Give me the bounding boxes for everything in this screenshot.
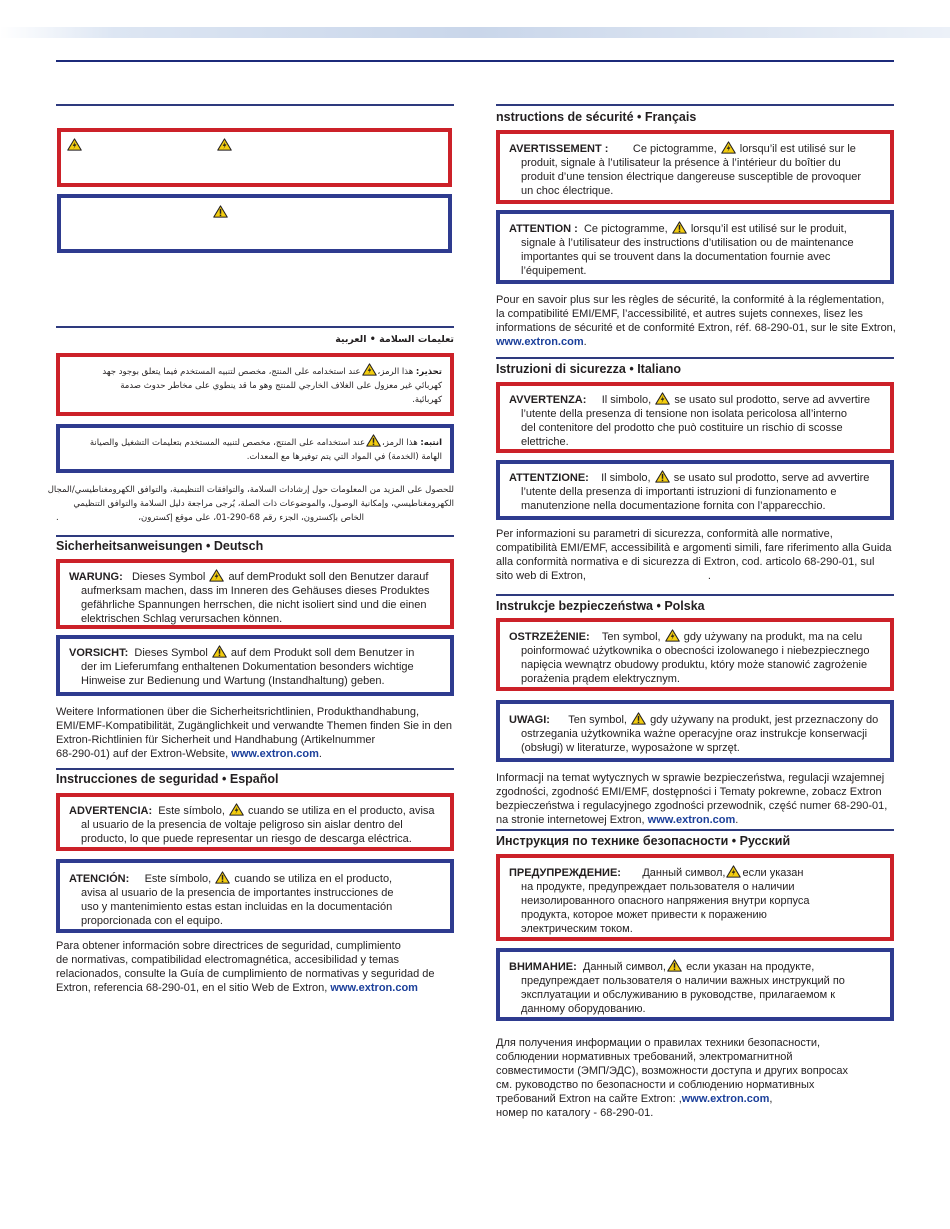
info-paragraph: Informacji na temat wytycznych w sprawie bezpieczeństwa, regulacji wzajemnej zgodności, zgodność EMI/EMF, dostępności i Tematy pokrewne, zobacz Extron bezpieczeństwa i regulacyjnego zgodności przewodnik, część numer 68-290-01, na stronie internetowej Extron, www.extron.com. <box>496 772 888 826</box>
section-rule <box>56 535 454 537</box>
info-paragraph: Per informazioni su parametri di sicurezza, conformità alle normative, compatibilità EMI/EMF, accessibilità e argomenti simili, fare riferimento alla Guida alla conformità normativa e di sicurezza di Extron, cod. articolo 68-290-01, sul sito web di Extron, . <box>496 528 892 582</box>
section-rule <box>56 768 454 770</box>
caution-box: ATTENTZIONE: Il simbolo, se usato sul prodotto, serve ad avvertire l’utente della presenza di importanti istruzioni di funzionamento e manutenzione nella documentazione fornita con l’apparecchio. <box>496 460 894 520</box>
lightning-triangle-icon <box>217 138 232 151</box>
lightning-triangle-icon <box>67 138 82 151</box>
lightning-triangle-icon <box>721 141 736 154</box>
lightning-triangle-icon <box>209 569 224 582</box>
exclamation-triangle-icon <box>672 221 687 234</box>
exclamation-triangle-icon <box>212 645 227 658</box>
caution-box: ATENCIÓN: Este símbolo, cuando se utiliza en el producto, avisa al usuario de la presencia de importantes instrucciones de uso y mantenimiento estas estan incluidas en la documentación proporcionada con el equipo. <box>56 859 454 933</box>
extron-link[interactable]: www.extron.com <box>647 814 736 826</box>
italian-section <box>496 357 894 583</box>
lightning-triangle-icon <box>665 629 680 642</box>
info-paragraph: Para obtener información sobre directrices de seguridad, cumplimiento de normativas, compatibilidad electromagnética, accesibilidad y temas relacionados, consulte la Guía de cumplimiento de normativas y seguridad de Extron, referencia 68-290-01, en el sitio Web de Extron, www.extron.com <box>56 940 435 994</box>
spanish-section <box>56 768 454 995</box>
caution-text: انتبه: هذا الرمز،عند استخدامه على المنتج، مخصص لتنبيه المستخدم بتعليمات التشغيل والصيانة الهامة (الخدمة) في المواد التي يتم توفيرها مع المعدات. <box>68 434 442 464</box>
exclamation-triangle-icon <box>213 205 228 218</box>
section-rule <box>56 326 454 328</box>
section-rule <box>496 829 894 831</box>
warning-text: تحذير: هذا الرمز،عند استخدامه على المنتج، مخصص لتنبيه المستخدم فيما يتعلق بوجود جهد كهربائي غير معزول على الغلاف الخارجي للمنتج وهو ما قد ينطوي على مخاطر حدوث صدمة كهربائية. <box>68 363 442 407</box>
arabic-section <box>47 326 454 525</box>
caution-box <box>56 424 454 473</box>
warning-box <box>57 128 452 187</box>
extron-link[interactable]: www.extron.com <box>231 748 319 760</box>
section-rule <box>56 104 454 106</box>
russian-section <box>496 829 894 1120</box>
section-title-polish: Instrukcje bezpieczeństwa • Polska <box>496 599 705 613</box>
extron-link[interactable]: www.extron.com <box>330 982 418 994</box>
caution-box: ВНИМАНИЕ: Данный символ, если указан на продукте, предупреждает пользователя о наличии важных инструкций по эксплуатации и обслуживанию в руководстве, прилагаемом к данному оборудованию. <box>496 948 894 1021</box>
warning-box <box>56 353 454 416</box>
german-section <box>56 535 454 761</box>
lightning-triangle-icon <box>726 865 741 878</box>
caution-box: VORSICHT: Dieses Symbol auf dem Produkt soll dem Benutzer in der im Lieferumfang enthaltenen Dokumentation besonders wichtige Hinweise zur Bedienung und Wartung (Instandhaltung) geben. <box>56 635 454 696</box>
warning-box: AVERTISSEMENT : Ce pictogramme, lorsqu’il est utilisé sur le produit, signale à l’utilisateur la présence à l’intérieur du boîtier du produit d’une tension électrique dangereuse susceptible de provoquer un choc électrique. <box>496 130 894 204</box>
exclamation-triangle-icon <box>366 434 381 447</box>
section-rule <box>496 357 894 359</box>
header-rule <box>56 60 894 62</box>
section-rule <box>496 104 894 106</box>
section-title-italian: Istruzioni di sicurezza • Italiano <box>496 362 681 376</box>
exclamation-triangle-icon <box>655 470 670 483</box>
lightning-triangle-icon <box>655 392 670 405</box>
section-title-russian: Инструкция по технике безопасности • Русский <box>496 834 791 848</box>
section-title-german: Sicherheitsanweisungen • Deutsch <box>56 539 264 553</box>
section-rule <box>496 594 894 596</box>
polish-section <box>496 594 894 827</box>
french-section <box>496 104 894 349</box>
extron-link[interactable]: www.extron.com <box>496 336 584 348</box>
caution-box: ATTENTION : Ce pictogramme, lorsqu’il est utilisé sur le produit, signale à l’utilisateur des instructions d’utilisation ou de maintenance importantes qui se trouvent dans la documentation fournie avec l’équipement. <box>496 210 894 284</box>
exclamation-triangle-icon <box>631 712 646 725</box>
extron-link[interactable]: www.extron.com <box>681 1093 770 1105</box>
info-paragraph: Weitere Informationen über die Sicherheitsrichtlinien, Produkthandhabung, EMI/EMF-Kompatibilität, Zugänglichkeit und verwandte Themen finden Sie in den Extron-Richtlinien für Sicherheit und Handhabung (Artikelnummer 68-290-01) auf der Extron-Website, www.extron.com. <box>56 706 453 760</box>
exclamation-triangle-icon <box>667 959 682 972</box>
warning-box: ADVERTENCIA: Este símbolo, cuando se utiliza en el producto, avisa al usuario de la presencia de voltaje peligroso sin aislar dentro del producto, lo que puede representar un riesgo de descarga eléctrica. <box>56 793 454 851</box>
header-gradient-bar <box>0 27 950 38</box>
info-paragraph: Для получения информации о правилах техники безопасности, соблюдении нормативных требований, электромагнитной совместимости (ЭМП/ЭДС), возможности доступа и других вопросах см. руководство по безопасности и соблюдению нормативных требований Extron на сайте Extron: ,www.extron.com, номер по каталогу - 68-290-01. <box>496 1037 849 1119</box>
info-paragraph: Pour en savoir plus sur les règles de sécurité, la conformité à la réglementation, la compatibilité EMI/EMF, l’accessibilité, et autres sujets connexes, lisez les informations de sécurité et de conformité Extron, réf. 68-290-01, sur le site Extron, www.extron.com. <box>496 294 896 348</box>
exclamation-triangle-icon <box>215 871 230 884</box>
section-title-arabic: تعليمات السلامة • العربية <box>335 334 454 345</box>
warning-box: AVVERTENZA: Il simbolo, se usato sul prodotto, serve ad avvertire l’utente della presenza di tensione non isolata pericolosa all’interno del contenitore del prodotto che può costituire un rischio di scosse elettriche. <box>496 382 894 453</box>
section-title-spanish: Instrucciones de seguridad • Español <box>56 772 279 786</box>
lightning-triangle-icon <box>229 803 244 816</box>
lightning-triangle-icon <box>362 363 377 376</box>
warning-box: WARUNG: Dieses Symbol auf demProdukt soll den Benutzer darauf aufmerksam machen, dass im Inneren des Gehäuses dieses Produktes gefährliche Spannungen herrschen, die nicht isoliert sind und die einen elektrischen Schlag verursachen können. <box>56 559 454 629</box>
info-paragraph: للحصول على المزيد من المعلومات حول إرشادات السلامة، والتوافقات التنظيمية، والتوافق الكهرومغناطيسي/المجال الكهرومغناطيسي، وإمكانية الوصول، والموضوعات ذات الصلة، يُرجى مراجعة دليل السلامة والتوافق التنظيمي . الخاص بإكسترون، الجزء رقم 68-290-01، على موقع إكسترون، <box>47 485 454 523</box>
caution-box <box>57 194 452 253</box>
warning-box: OSTRZEŻENIE: Ten symbol, gdy używany na produkt, ma na celu poinformować użytkownika o obecności izolowanego i niebezpiecznego napięcia wewnątrz obudowy produktu, który może stanowić zagrożenie porażenia prądem elektrycznym. <box>496 618 894 691</box>
caution-box: UWAGI: Ten symbol, gdy używany na produkt, jest przeznaczony do ostrzegania użytkownika ważne operacyjne oraz instrukcje konserwacji (obsługi) w literaturze, wyposażone w sprzęt. <box>496 700 894 762</box>
section-title-french: nstructions de sécurité • Français <box>496 110 697 124</box>
warning-box: ПРЕДУПРЕЖДЕНИЕ: Данный символ, если указан на продукте, предупреждает пользователя о наличии неизолированного опасного напряжения внутри корпуса продукта, которое может привести к поражению электрическим током. <box>496 854 894 941</box>
